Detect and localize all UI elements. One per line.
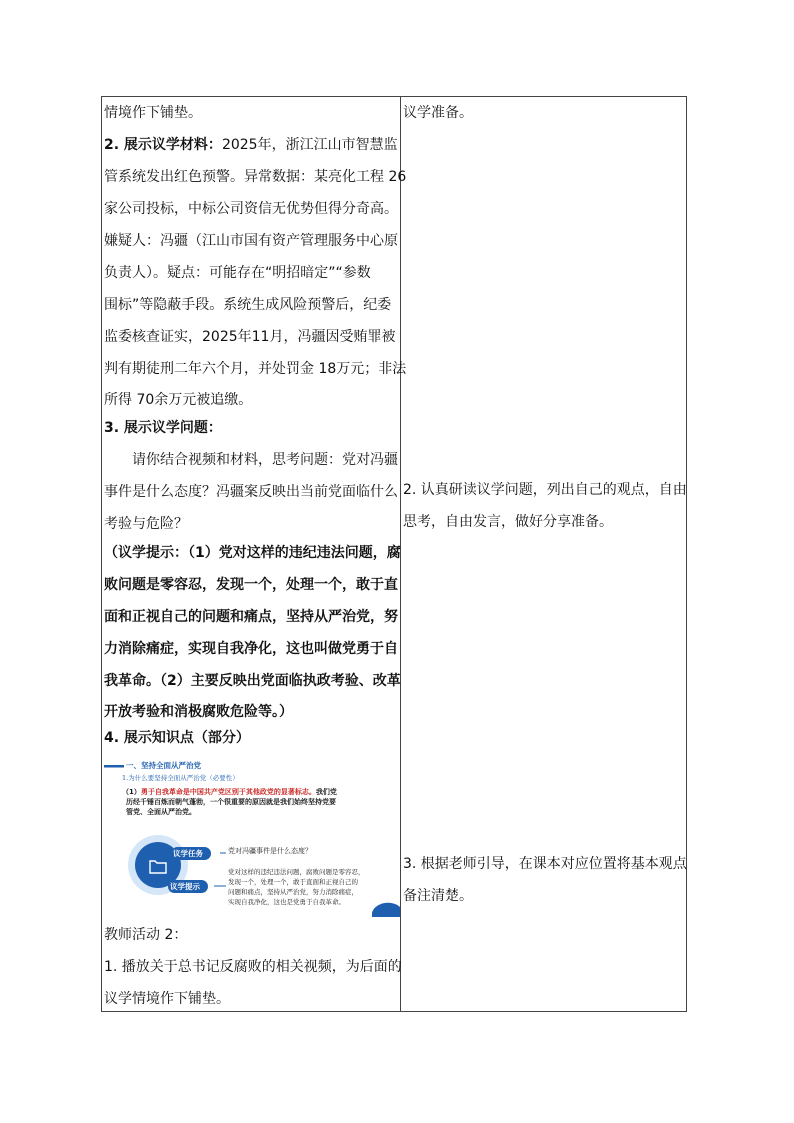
hint-text-4: 实现自我净化，这也是党勇于自我革命。	[228, 898, 345, 906]
hint-line-2: 败问题是零容忍，发现一个，处理一个，敢于直	[104, 577, 398, 593]
figure-point-red: 勇于自我革命是中国共产党区别于其他政党的显著标志。	[140, 788, 316, 796]
item-2-line-1	[104, 134, 398, 156]
figure-point-prefix: （1）	[122, 788, 141, 796]
hint-text-3: 问题和痛点，坚持从严治党，努力消除痛症，	[228, 888, 358, 896]
corner-decoration	[372, 903, 400, 917]
item-2-label: 2. 展示议学材料：	[104, 137, 222, 153]
left-line-1: 情境作下铺垫。	[104, 105, 202, 121]
item-2-line-5: 负责人）。疑点：可能存在“明招暗定”“参数	[104, 265, 371, 281]
hint-line-3: 面和正视自己的问题和痛点，坚持从严治党，努	[104, 609, 398, 625]
item-2-line-1-rest: 2025年，浙江江山市智慧监	[221, 137, 398, 153]
right-item-2-line-2: 思考，自由发言，做好分享准备。	[403, 514, 613, 530]
item-2-line-6: 围标”等隐蔽手段。系统生成风险预警后，纪委	[104, 297, 392, 313]
item-4-label: 4. 展示知识点（部分）	[104, 730, 250, 746]
figure-point-line-3: 管党、全面从严治党。	[126, 808, 196, 816]
item-2-line-3: 家公司投标，中标公司资信无优势但得分奇高。	[104, 201, 398, 217]
knowledge-figure	[102, 757, 400, 923]
right-item-2-line-1: 2. 认真研读议学问题，列出自己的观点，自由	[403, 482, 687, 498]
item-3-line-2: 事件是什么态度？冯疆案反映出当前党面临什么	[104, 484, 398, 500]
hint-line-1: （议学提示：（1）党对这样的违纪违法问题，腐	[104, 545, 401, 561]
teacher-item-1-line-1: 1. 播放关于总书记反腐败的相关视频，为后面的	[104, 959, 402, 975]
item-3-line-1: 请你结合视频和材料，思考问题：党对冯疆	[132, 452, 398, 468]
hint-line-4: 力消除痛症，实现自我净化，这也叫做党勇于自	[104, 641, 398, 657]
figure-heading: 一、坚持全面从严治党	[126, 761, 201, 770]
item-2-line-2: 管系统发出红色预警。异常数据：某亮化工程 26	[104, 169, 407, 185]
task-text: 党对冯疆事件是什么态度？	[228, 847, 312, 855]
heading-bar	[104, 765, 124, 768]
lesson-table	[101, 96, 687, 1012]
item-2-line-8: 判有期徒刑二年六个月，并处罚金 18万元；非法	[104, 361, 407, 377]
figure-subheading: 1.为什么要坚持全面从严治党（必要性）	[122, 774, 239, 782]
right-item-3-line-2: 备注清楚。	[403, 888, 473, 904]
hint-text-2: 发现一个，处理一个，敢于直面和正视自己的	[228, 878, 358, 886]
right-line-1: 议学准备。	[403, 105, 473, 121]
hint-label: 议学提示	[170, 882, 200, 891]
task-label: 议学任务	[173, 849, 203, 858]
item-3-label: 3. 展示议学问题：	[104, 420, 222, 436]
hint-line-6: 开放考验和消极腐败危险等。）	[104, 704, 293, 720]
figure-point-rest-1: 我们党	[315, 788, 337, 796]
hint-text-1: 党对这样的违纪违法问题，腐败问题是零容忍，	[228, 868, 365, 876]
item-3-line-3: 考验与危险？	[104, 516, 188, 532]
item-2-line-7: 监委核查证实，2025年11月，冯疆因受贿罪被	[104, 329, 396, 345]
teacher-activity-2: 教师活动 2：	[104, 927, 188, 943]
teacher-item-1-line-2: 议学情境作下铺垫。	[104, 991, 230, 1007]
hint-line-5: 我革命。（2）主要反映出党面临执政考验、改革	[104, 673, 401, 689]
right-item-3-line-1: 3. 根据老师引导，在课本对应位置将基本观点	[403, 856, 687, 872]
figure-point-line-1	[122, 787, 337, 797]
item-2-line-4: 嫌疑人：冯疆（江山市国有资产管理服务中心原	[104, 233, 398, 249]
figure-point-line-2: 历经千锤百炼而朝气蓬勃，一个很重要的原因就是我们始终坚持党要	[126, 798, 336, 806]
item-2-line-9: 所得 70余万元被追缴。	[104, 392, 253, 408]
